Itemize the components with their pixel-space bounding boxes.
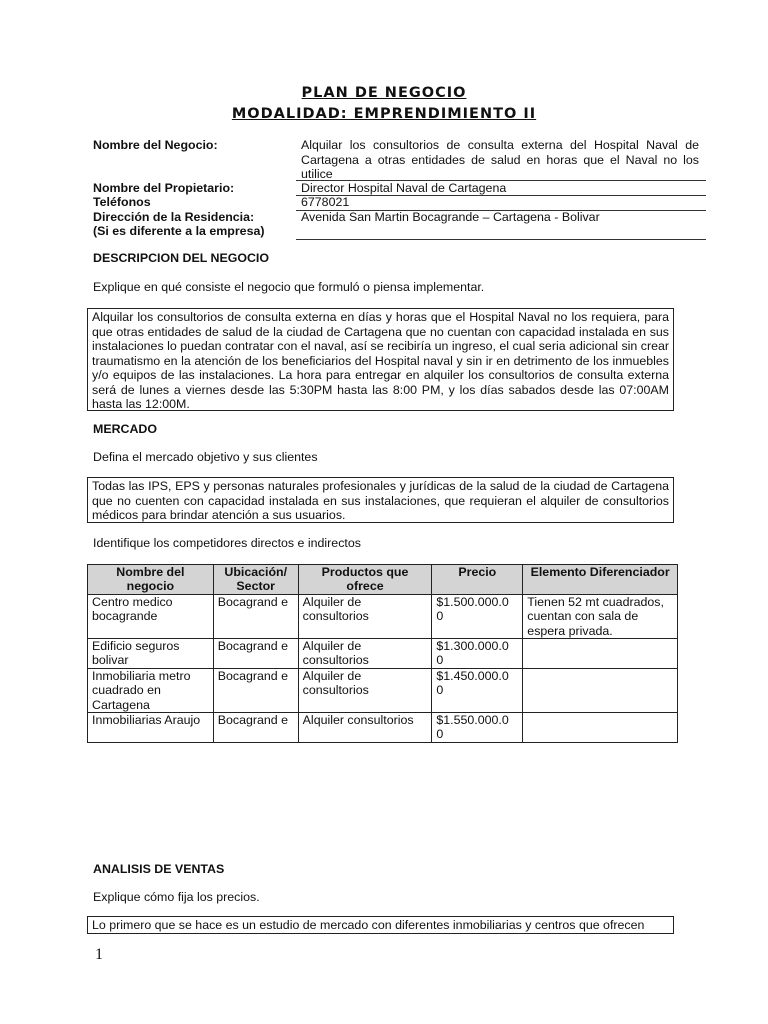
phones-value: 6778021 <box>301 195 350 209</box>
table-header-row <box>88 565 678 595</box>
description-prompt: Explique en qué consiste el negocio que formuló o piensa implementar. <box>93 280 485 294</box>
cell-products: Alquiler de consultorios <box>298 668 432 712</box>
cell-location: Bocagrand e <box>213 668 298 712</box>
document-title: PLAN DE NEGOCIO <box>301 85 467 101</box>
table-row <box>88 668 678 712</box>
description-text-box: Alquilar los consultorios de consulta externa en días y horas que el Hospital Naval no los requiera, para que otras entidades de salud de la ciudad de Cartagena que no cuentan con capacidad instalada en sus instalaciones lo puedan contratar con el naval, así se recibiría un ingreso, el cual seria adicional sin crear traumatismo en la atención de los beneficiarios del Hospital naval y sin ir en detrimento de los inmuebles y/o equipos de las instalaciones. La hora para entregar en alquiler los consultorios de consulta externa será de lunes a viernes desde las 5:30PM hasta las 8:00 PM, y los días sabados desde las 07:00AM hasta las 12:00M. <box>87 308 674 411</box>
description-heading: DESCRIPCION DEL NEGOCIO <box>93 251 270 265</box>
cell-price: $1.300.000.0 0 <box>432 639 523 669</box>
cell-products: Alquiler de consultorios <box>298 639 432 669</box>
header-price: Precio <box>432 565 523 595</box>
cell-price: $1.450.000.0 0 <box>432 668 523 712</box>
cell-price: $1.500.000.0 0 <box>432 594 523 638</box>
market-prompt: Defina el mercado objetivo y sus clientes <box>93 450 318 464</box>
cell-differentiator: Tienen 52 mt cuadrados, cuentan con sala de espera privada. <box>523 594 678 638</box>
cell-business-name: Centro medico bocagrande <box>88 594 214 638</box>
cell-differentiator <box>523 713 678 743</box>
header-business-name: Nombre del negocio <box>88 565 214 595</box>
phones-label: Teléfonos <box>93 195 151 209</box>
competitors-prompt: Identifique los competidores directos e indirectos <box>93 536 361 550</box>
sales-text-box: Lo primero que se hace es un estudio de mercado con diferentes inmobiliarias y centros que ofrecen <box>87 916 674 934</box>
header-location: Ubicación/ Sector <box>213 565 298 595</box>
table-row <box>88 713 678 743</box>
cell-location: Bocagrand e <box>213 713 298 743</box>
sales-prompt: Explique cómo fija los precios. <box>93 890 260 904</box>
header-products: Productos que ofrece <box>298 565 432 595</box>
cell-location: Bocagrand e <box>213 639 298 669</box>
cell-differentiator <box>523 639 678 669</box>
cell-products: Alquiler de consultorios <box>298 594 432 638</box>
table-row <box>88 594 678 638</box>
cell-differentiator <box>523 668 678 712</box>
address-label: Dirección de la Residencia: <box>93 210 255 224</box>
business-name-label: Nombre del Negocio: <box>93 138 218 152</box>
cell-location: Bocagrand e <box>213 594 298 638</box>
competitors-table <box>87 564 678 743</box>
document-subtitle: MODALIDAD: EMPRENDIMIENTO II <box>231 106 537 122</box>
cell-products: Alquiler consultorios <box>298 713 432 743</box>
cell-business-name: Inmobiliarias Araujo <box>88 713 214 743</box>
cell-business-name: Edificio seguros bolivar <box>88 639 214 669</box>
page-number: 1 <box>95 946 103 963</box>
header-differentiator: Elemento Diferenciador <box>523 565 678 595</box>
business-name-value: Alquilar los consultorios de consulta externa del Hospital Naval de Cartagena a otras entidades de salud en horas que el Naval no los utilice <box>301 138 699 181</box>
owner-label: Nombre del Propietario: <box>93 181 235 195</box>
sales-heading: ANALISIS DE VENTAS <box>93 862 225 876</box>
cell-business-name: Inmobiliaria metro cuadrado en Cartagena <box>88 668 214 712</box>
address-value: Avenida San Martin Bocagrande – Cartagena - Bolivar <box>301 210 600 224</box>
divider-rule <box>296 239 706 240</box>
cell-price: $1.550.000.0 0 <box>432 713 523 743</box>
market-heading: MERCADO <box>93 422 158 436</box>
table-row <box>88 639 678 669</box>
market-text-box: Todas las IPS, EPS y personas naturales profesionales y jurídicas de la salud de la ciudad de Cartagena que no cuenten con capacidad instalada en sus instalaciones, que requieran el alquiler de consultorios médicos para brindar atención a sus usuarios. <box>87 477 674 523</box>
owner-value: Director Hospital Naval de Cartagena <box>301 181 507 195</box>
address-note: (Si es diferente a la empresa) <box>93 224 265 238</box>
